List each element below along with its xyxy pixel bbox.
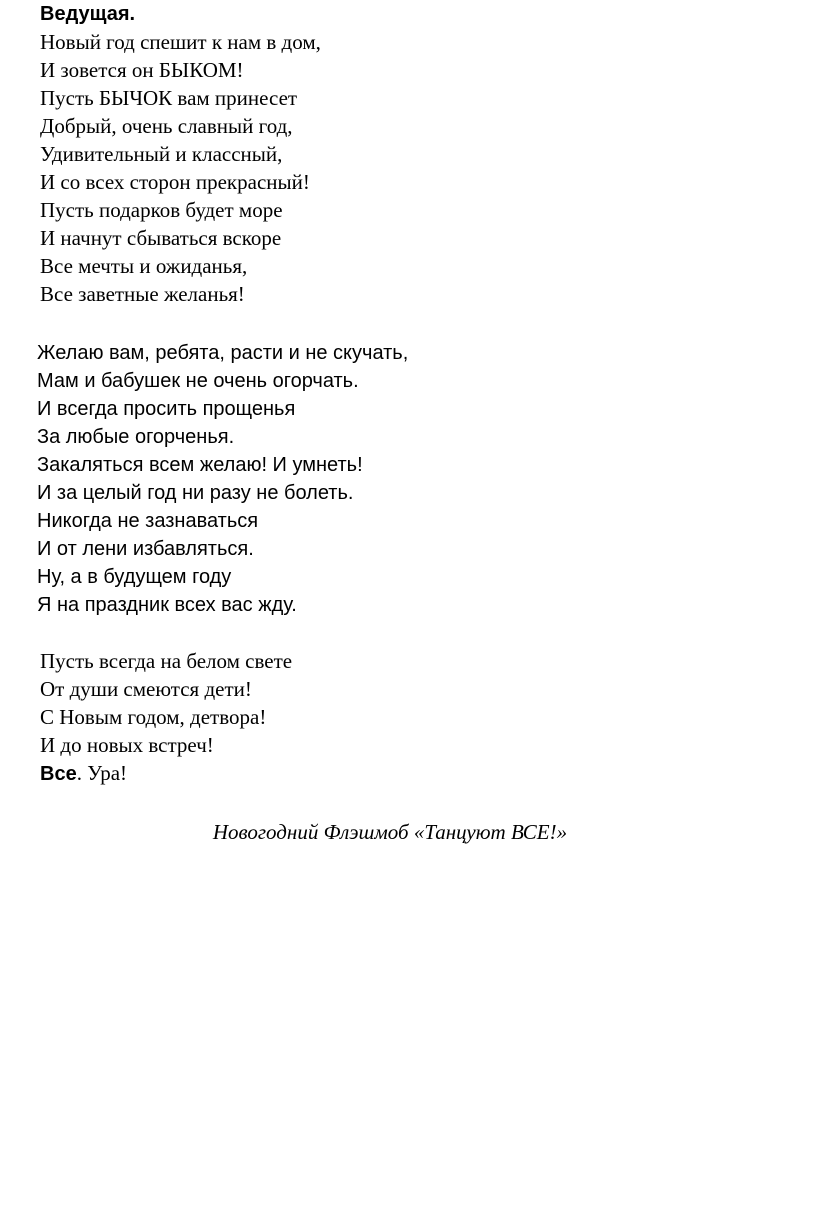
- verse-line: За любые огорченья.: [37, 426, 235, 448]
- verse-line: Все мечты и ожиданья,: [40, 254, 248, 278]
- verse-line: От души смеются дети!: [40, 677, 252, 701]
- verse-line: И за целый год ни разу не болеть.: [37, 482, 354, 504]
- verse-line: Никогда не зазнаваться: [37, 510, 259, 532]
- verse-2-block: [37, 339, 408, 619]
- verse-line: И со всех сторон прекрасный!: [40, 170, 310, 194]
- chorus-speaker: Все: [40, 763, 77, 785]
- verse-line: Пусть БЫЧОК вам принесет: [40, 86, 298, 110]
- verse-line: Удивительный и классный,: [40, 142, 283, 166]
- chorus-line: [40, 759, 292, 787]
- verse-line: Добрый, очень славный год,: [40, 114, 293, 138]
- chorus-text: . Ура!: [76, 761, 128, 785]
- verse-line: Пусть подарков будет море: [40, 198, 283, 222]
- verse-line: Мам и бабушек не очень огорчать.: [37, 370, 359, 392]
- flashmob-title: Новогодний Флэшмоб «Танцуют ВСЕ!»: [212, 820, 568, 844]
- verse-line: И начнут сбываться вскоре: [40, 226, 282, 250]
- verse-line: Желаю вам, ребята, расти и не скучать,: [37, 342, 409, 364]
- verse-line: Закаляться всем желаю! И умнеть!: [37, 454, 363, 476]
- verse-line: Я на праздник всех вас жду.: [37, 594, 297, 616]
- verse-1-block: [40, 0, 321, 308]
- verse-line: И до новых встреч!: [40, 733, 214, 757]
- verse-line: С Новым годом, детвора!: [40, 705, 267, 729]
- verse-line: И зовется он БЫКОМ!: [40, 58, 244, 82]
- verse-line: Пусть всегда на белом свете: [40, 649, 293, 673]
- verse-line: И всегда просить прощенья: [37, 398, 296, 420]
- verse-line: Все заветные желанья!: [40, 282, 245, 306]
- verse-3-block: [40, 647, 292, 787]
- verse-line: И от лени избавляться.: [37, 538, 254, 560]
- verse-line: Ну, а в будущем году: [37, 566, 232, 588]
- verse-line: Новый год спешит к нам в дом,: [40, 30, 321, 54]
- speaker-label: Ведущая.: [40, 3, 136, 25]
